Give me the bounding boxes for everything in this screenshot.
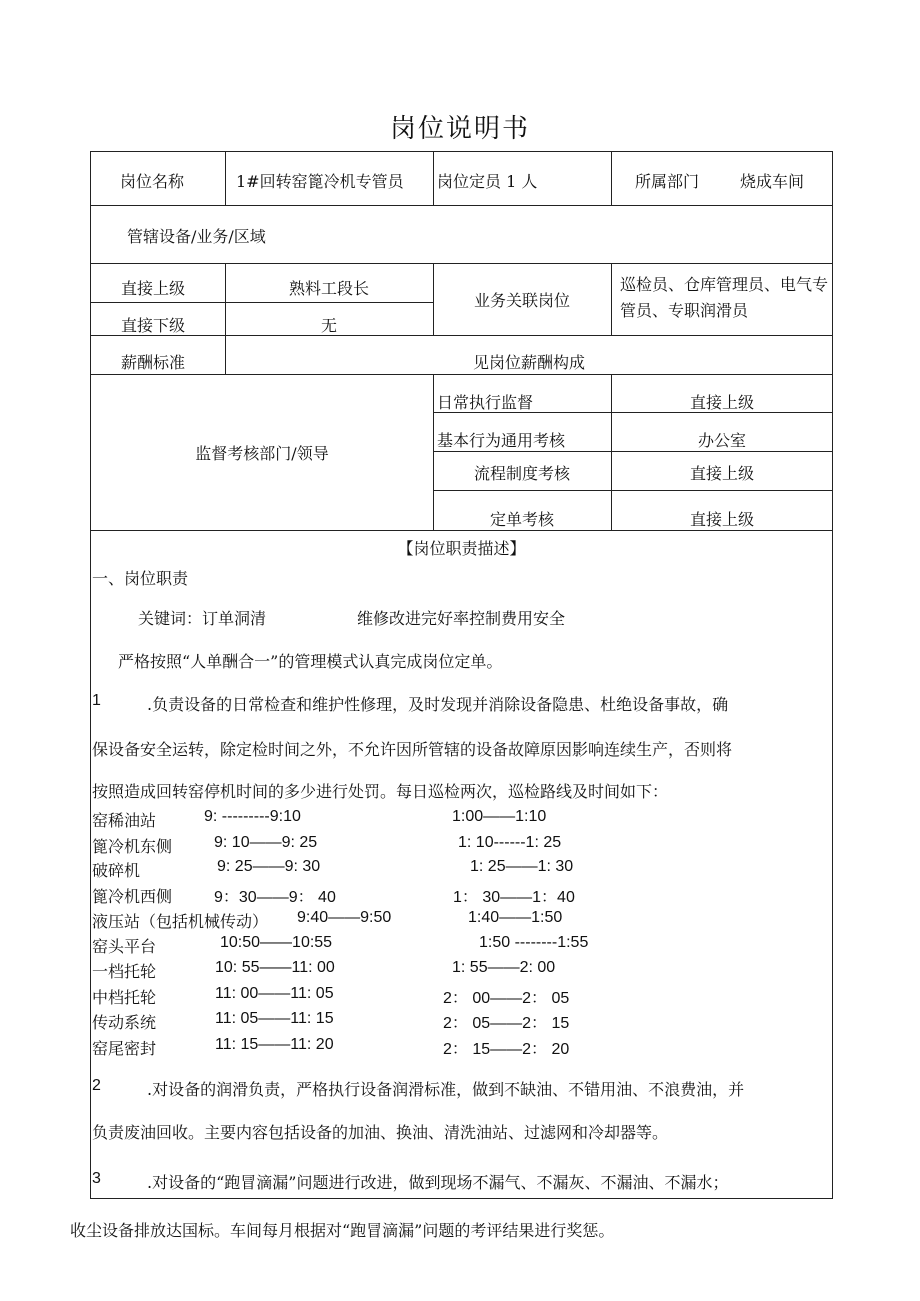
schedule-time-pm: 1:40——1:50 [468,909,563,926]
keywords-rest: 维修改进完好率控制费用安全 [357,609,566,628]
schedule-time-am: 9: 10——9: 25 [214,834,318,851]
grid-line [91,263,832,264]
duty-text: 负责废油回收。主要内容包括设备的加油、换油、清洗油站、过滤网和冷却器等。 [92,1123,669,1142]
superior-label: 直接上级 [121,279,186,298]
schedule-place: 窑尾密封 [92,1039,157,1058]
schedule-time-pm: 1:00——1:10 [452,808,547,825]
schedule-place: 传动系统 [92,1013,157,1032]
duty-text: 按照造成回转窑停机时间的多少进行处罚。每日巡检两次，巡检路线及时间如下： [92,782,669,801]
subordinate-label: 直接下级 [121,316,186,335]
grid-line [433,152,434,205]
supervision-dept: 直接上级 [689,393,754,412]
schedule-time-am: 11: 00——11: 05 [215,985,334,1002]
schedule-time-am: 10: 55——11: 00 [215,959,335,976]
schedule-place: 篦冷机西侧 [92,887,173,906]
duty-text: .对设备的“跑冒滴漏”问题进行改进，做到现场不漏气、不漏灰、不漏油、不漏水； [147,1173,729,1192]
item-number: 1 [92,692,101,709]
subordinate-value: 无 [320,316,337,335]
supervision-item: 日常执行监督 [437,393,534,412]
position-name-label: 岗位名称 [120,172,185,191]
schedule-time-pm: 1: 55——2: 00 [452,959,556,976]
supervision-dept: 直接上级 [689,510,754,529]
schedule-time-pm: 2： 00——2： 05 [443,990,570,1007]
salary-value: 见岗位薪酬构成 [472,353,585,372]
schedule-place: 中档托轮 [92,988,157,1007]
related-positions-value: 巡检员、仓库管理员、电气专管员、专职润滑员 [620,275,829,320]
schedule-time-am: 10:50——10:55 [220,934,333,951]
intro-text: 严格按照“人单酬合一”的管理模式认真完成岗位定单。 [118,652,503,671]
superior-value: 熟料工段长 [288,279,369,298]
schedule-time-pm: 1:50 --------1:55 [479,934,589,951]
grid-line [611,263,612,335]
section-heading: 一、岗位职责 [92,569,189,588]
supervise-label: 监督考核部门/领导 [195,444,329,463]
position-name-value: 1#回转窑篦冷机专管员 [236,172,404,191]
department-label: 所属部门 [635,172,700,191]
supervision-dept: 直接上级 [689,464,754,483]
position-quota: 岗位定员 1 人 [437,172,538,191]
grid-line [433,451,832,452]
duty-text: .对设备的润滑负责，严格执行设备润滑标准，做到不缺油、不错用油、不浪费油，并 [147,1080,745,1099]
duties-header: 【岗位职责描述】 [397,539,526,558]
schedule-time-pm: 1: 10------1: 25 [458,834,562,851]
page-title: 岗位说明书 [389,114,530,144]
grid-line [91,374,832,375]
grid-line [433,490,832,491]
schedule-time-pm: 2： 05——2： 15 [443,1015,570,1032]
schedule-time-am: 11: 05——11: 15 [215,1010,334,1027]
supervision-item: 流程制度考核 [473,464,570,483]
schedule-time-am: 9: 25——9: 30 [217,858,321,875]
schedule-time-pm: 1： 30——1：40 [453,889,575,906]
supervision-dept: 办公室 [697,431,746,450]
item-number: 2 [92,1077,101,1094]
grid-line [611,152,612,205]
grid-line [91,302,433,303]
grid-line [91,335,832,336]
salary-label: 薪酬标准 [121,353,186,372]
schedule-time-pm: 1: 25——1: 30 [470,858,574,875]
schedule-place: 一档托轮 [92,962,157,981]
grid-line [225,152,226,205]
supervision-item: 基本行为通用考核 [437,431,566,450]
schedule-place: 液压站（包括机械传动） [92,912,269,931]
department-value: 烧成车间 [740,172,805,191]
schedule-time-am: 9:40——9:50 [297,909,392,926]
schedule-place: 窑稀油站 [92,811,157,830]
schedule-time-pm: 2： 15——2： 20 [443,1041,570,1058]
keywords-label: 关键词：订单洞清 [138,609,267,628]
scope-label: 管辖设备/业务/区域 [127,227,266,246]
grid-line [91,205,832,206]
supervision-item: 定单考核 [489,510,554,529]
schedule-place: 破碎机 [92,861,141,880]
schedule-place: 窑头平台 [92,937,157,956]
duty-text: .负责设备的日常检查和维护性修理，及时发现并消除设备隐患、杜绝设备事故，确 [147,695,729,714]
grid-line [91,530,832,531]
item-number: 3 [92,1170,101,1187]
related-positions-label: 业务关联岗位 [473,291,570,310]
duty-text: 收尘设备排放达国标。车间每月根据对“跑冒滴漏”问题的考评结果进行奖惩。 [70,1221,615,1240]
duty-text: 保设备安全运转，除定检时间之外，不允许因所管辖的设备故障原因影响连续生产，否则将 [92,740,733,759]
schedule-place: 篦冷机东侧 [92,837,173,856]
schedule-time-am: 9：30——9： 40 [214,889,336,906]
schedule-time-am: 11: 15——11: 20 [215,1036,334,1053]
schedule-time-am: 9: ---------9:10 [204,808,301,825]
